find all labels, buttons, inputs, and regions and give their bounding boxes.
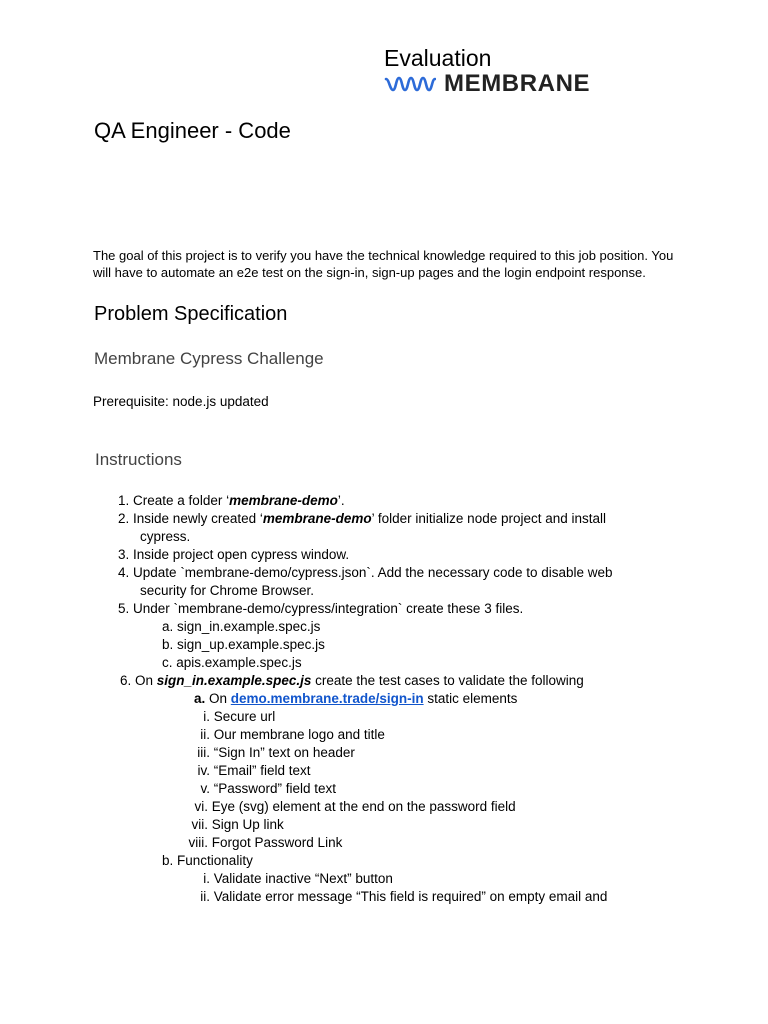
wave-logo-icon [384, 73, 436, 95]
list-number: v. [200, 781, 210, 796]
roman-list-item [180, 708, 275, 726]
intro-line-2: will have to automate an e2e test on the sign-in, sign-up pages and the login endpoint response. [93, 265, 646, 280]
roman-list-item [180, 726, 385, 744]
folder-name: membrane-demo [262, 511, 372, 526]
sub-list-item [162, 618, 320, 636]
list-number: 1. [118, 493, 130, 508]
challenge-heading: Membrane Cypress Challenge [94, 349, 324, 368]
step-text: Forgot Password Link [211, 835, 343, 850]
step-text: Secure url [213, 709, 276, 724]
step-text: Update `membrane-demo/cypress.json`. Add the necessary code to disable web [133, 565, 613, 580]
step-text: ’ folder initialize node project and install [371, 511, 607, 526]
brand-block [384, 44, 590, 96]
step-text: static elements [423, 691, 518, 706]
intro-line-1: The goal of this project is to verify you have the technical knowledge required to this job position. You [93, 248, 674, 263]
brand-name: MEMBRANE [444, 70, 591, 97]
file-name: sign_in.example.spec.js [177, 619, 321, 634]
list-item [118, 510, 606, 528]
folder-name: membrane-demo [229, 493, 338, 508]
list-item-continuation: security for Chrome Browser. [140, 583, 315, 598]
step-text: “Password” field text [213, 781, 337, 796]
sub-list-item [194, 690, 517, 708]
list-item [118, 492, 345, 510]
step-text: Eye (svg) element at the end on the password field [211, 799, 516, 814]
problem-heading: Problem Specification [94, 303, 288, 325]
roman-list-item [180, 762, 311, 780]
step-text: Under `membrane-demo/cypress/integration` create these 3 files. [133, 601, 524, 616]
list-item [118, 546, 349, 564]
sign-in-link[interactable]: demo.membrane.trade/sign-in [230, 691, 424, 706]
membrane-logo [384, 72, 590, 96]
step-text: Our membrane logo and title [213, 727, 385, 742]
file-name: sign_in.example.spec.js [156, 673, 312, 688]
step-text: On [209, 691, 231, 706]
list-item [120, 672, 584, 690]
roman-list-item [180, 780, 336, 798]
list-number: c. [162, 655, 173, 670]
list-number: 3. [118, 547, 130, 562]
sub-list-item [162, 636, 325, 654]
step-text: Inside project open cypress window. [133, 547, 350, 562]
list-number: ii. [200, 889, 210, 904]
list-number: viii. [188, 835, 208, 850]
page-title: QA Engineer - Code [94, 118, 291, 143]
list-number: iii. [197, 745, 210, 760]
list-number: ii. [200, 727, 210, 742]
step-text: ’. [337, 493, 345, 508]
file-name: apis.example.spec.js [176, 655, 302, 670]
list-number: vi. [194, 799, 208, 814]
list-number: 6. [120, 673, 132, 688]
list-number: a. [162, 619, 174, 634]
sub-list-item [162, 852, 253, 870]
roman-list-item [180, 744, 355, 762]
intro-paragraph [93, 247, 683, 281]
list-number: a. [194, 691, 206, 706]
sub-list-item [162, 654, 302, 672]
list-item-continuation: cypress. [140, 529, 191, 544]
step-text: Validate error message “This field is required” on empty email and [213, 889, 608, 904]
prerequisite-text: Prerequisite: node.js updated [93, 394, 269, 409]
step-text: Inside newly created ‘ [133, 511, 263, 526]
list-number: i. [203, 709, 210, 724]
step-text: create the test cases to validate the following [311, 673, 584, 688]
step-text: Create a folder ‘ [133, 493, 230, 508]
step-text: Validate inactive “Next” button [213, 871, 393, 886]
evaluation-label: Evaluation [384, 45, 492, 71]
roman-list-item [180, 870, 393, 888]
list-number: i. [203, 871, 210, 886]
list-item [118, 600, 523, 618]
list-number: iv. [197, 763, 210, 778]
list-item [118, 564, 613, 582]
roman-list-item [180, 888, 607, 906]
instructions-heading: Instructions [95, 450, 182, 469]
list-number: 4. [118, 565, 130, 580]
roman-list-item [180, 816, 284, 834]
file-name: sign_up.example.spec.js [177, 637, 325, 652]
list-number: b. [162, 853, 174, 868]
list-number: vii. [191, 817, 208, 832]
roman-list-item [180, 834, 342, 852]
list-number: 5. [118, 601, 130, 616]
list-number: b. [162, 637, 174, 652]
step-text: “Email” field text [213, 763, 311, 778]
roman-list-item [180, 798, 516, 816]
step-text: “Sign In” text on header [213, 745, 355, 760]
step-text: Functionality [177, 853, 253, 868]
step-text: Sign Up link [211, 817, 284, 832]
step-text: On [135, 673, 157, 688]
list-number: 2. [118, 511, 130, 526]
